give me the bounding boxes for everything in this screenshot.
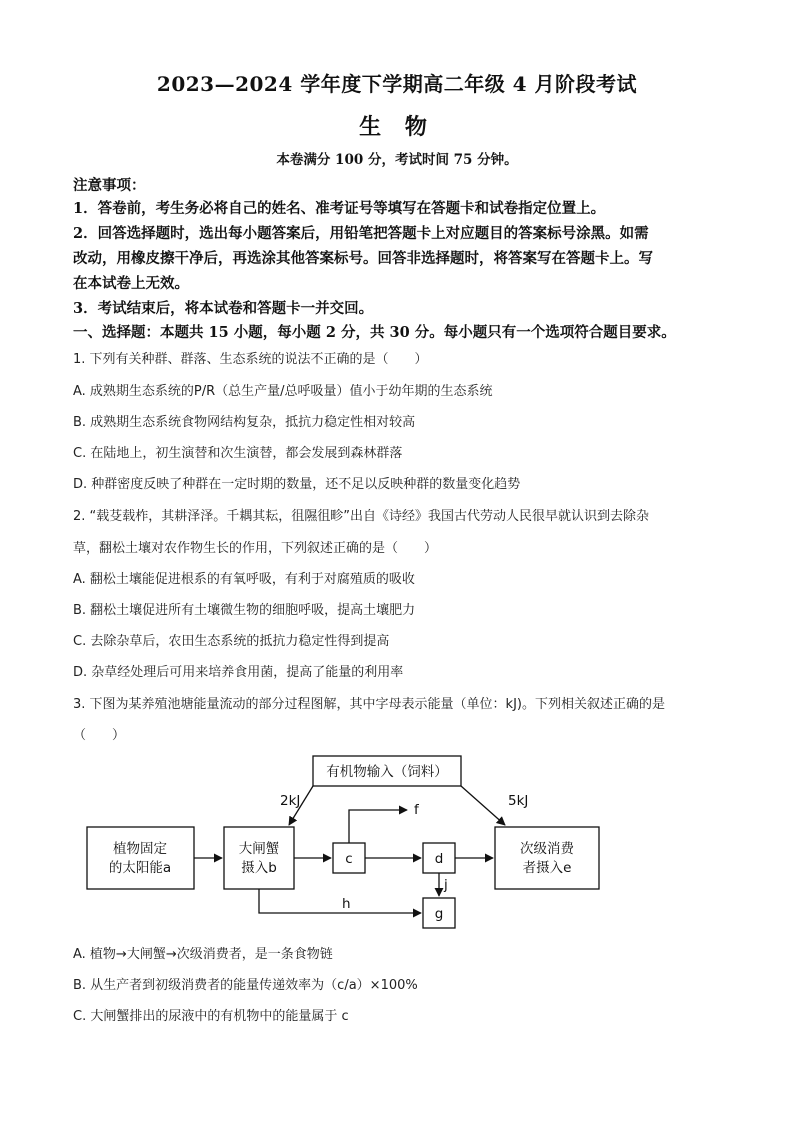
- arrow-crab-to-g: [259, 889, 421, 913]
- crab-label-1: 大闸蟹: [238, 841, 280, 857]
- q2-option-c: C. 去除杂草后，农田生态系统的抵抗力稳定性得到提高: [73, 634, 390, 649]
- secondary-consumer-box: [495, 827, 599, 889]
- q3-option-a: A. 植物→大闸蟹→次级消费者，是一条食物链: [73, 947, 333, 962]
- c-label: c: [345, 851, 353, 867]
- q3-option-c: C. 大闸蟹排出的尿液中的有机物中的能量属于 c: [73, 1009, 349, 1024]
- q1-option-d: D. 种群密度反映了种群在一定时期的数量，还不足以反映种群的数量变化趋势: [73, 477, 521, 492]
- q2-stem-line-2: 草，翻松土壤对农作物生长的作用，下列叙述正确的是（ ）: [73, 541, 438, 556]
- q3-stem-line-2: （ ）: [73, 728, 126, 743]
- arrow-c-to-f: [349, 810, 407, 843]
- exam-title: 2023—2024 学年度下学期高二年级 4 月阶段考试: [156, 72, 638, 96]
- feed-input-label: 有机物输入（饲料）: [326, 764, 448, 780]
- q2-option-a: A. 翻松土壤能促进根系的有氧呼吸，有利于对腐殖质的吸收: [73, 572, 415, 587]
- plant-box: [87, 827, 194, 889]
- d-label: d: [434, 851, 444, 867]
- note-item-1: 1．答卷前，考生务必将自己的姓名、准考证号等填写在答题卡和试卷指定位置上。: [73, 200, 606, 217]
- note-item-3: 3．考试结束后，将本试卷和答题卡一并交回。: [73, 300, 374, 317]
- q3-option-b: B. 从生产者到初级消费者的能量传递效率为（c/a）×100%: [73, 978, 418, 993]
- q2-option-d: D. 杂草经处理后可用来培养食用菌，提高了能量的利用率: [73, 665, 404, 680]
- notes-heading: 注意事项：: [73, 177, 146, 194]
- q3-stem-line-1: 3. 下图为某养殖池塘能量流动的部分过程图解，其中字母表示能量（单位：kJ)。下列相关叙述正确的是: [73, 697, 665, 712]
- right-kj-label: 5kJ: [508, 793, 529, 809]
- consumer-label-1: 次级消费: [520, 841, 574, 857]
- note-item-2-line-1: 2．回答选择题时，选出每小题答案后，用铅笔把答题卡上对应题目的答案标号涂黑。如需: [73, 225, 649, 242]
- f-label: f: [414, 802, 419, 818]
- h-label: h: [342, 896, 351, 912]
- left-kj-label: 2kJ: [280, 793, 301, 809]
- section-1-heading: 一、选择题：本题共 15 小题，每小题 2 分，共 30 分。每小题只有一个选项符合题目要求。: [73, 324, 676, 341]
- q1-option-b: B. 成熟期生态系统食物网结构复杂，抵抗力稳定性相对较高: [73, 415, 416, 430]
- j-label: j: [444, 877, 448, 893]
- q1-stem: 1. 下列有关种群、群落、生态系统的说法不正确的是（ ）: [73, 352, 428, 367]
- crab-label-2: 摄入b: [241, 860, 277, 876]
- q1-option-c: C. 在陆地上，初生演替和次生演替，都会发展到森林群落: [73, 446, 403, 461]
- q1-option-a: A. 成熟期生态系统的P/R（总生产量/总呼吸量）值小于幼年期的生态系统: [73, 384, 493, 399]
- consumer-label-2: 者摄入e: [522, 860, 572, 876]
- exam-meta: 本卷满分 100 分，考试时间 75 分钟。: [276, 152, 518, 168]
- arrow-feed-to-consumer: [461, 786, 505, 825]
- note-item-2-line-2: 改动，用橡皮擦干净后，再选涂其他答案标号。回答非选择题时，将答案写在答题卡上。写: [73, 250, 653, 267]
- crab-box: [224, 827, 294, 889]
- plant-label-1: 植物固定: [113, 841, 167, 857]
- note-item-2-line-3: 在本试卷上无效。: [73, 275, 189, 292]
- g-label: g: [434, 906, 444, 922]
- q2-stem-line-1: 2. “载芟载柞，其耕泽泽。千耦其耘，徂隰徂畛”出自《诗经》我国古代劳动人民很早就认识到去除杂: [73, 509, 650, 524]
- plant-label-2: 的太阳能a: [108, 860, 172, 876]
- subject-title: 生 物: [359, 114, 435, 140]
- q2-option-b: B. 翻松土壤促进所有土壤微生物的细胞呼吸，提高土壤肥力: [73, 603, 416, 618]
